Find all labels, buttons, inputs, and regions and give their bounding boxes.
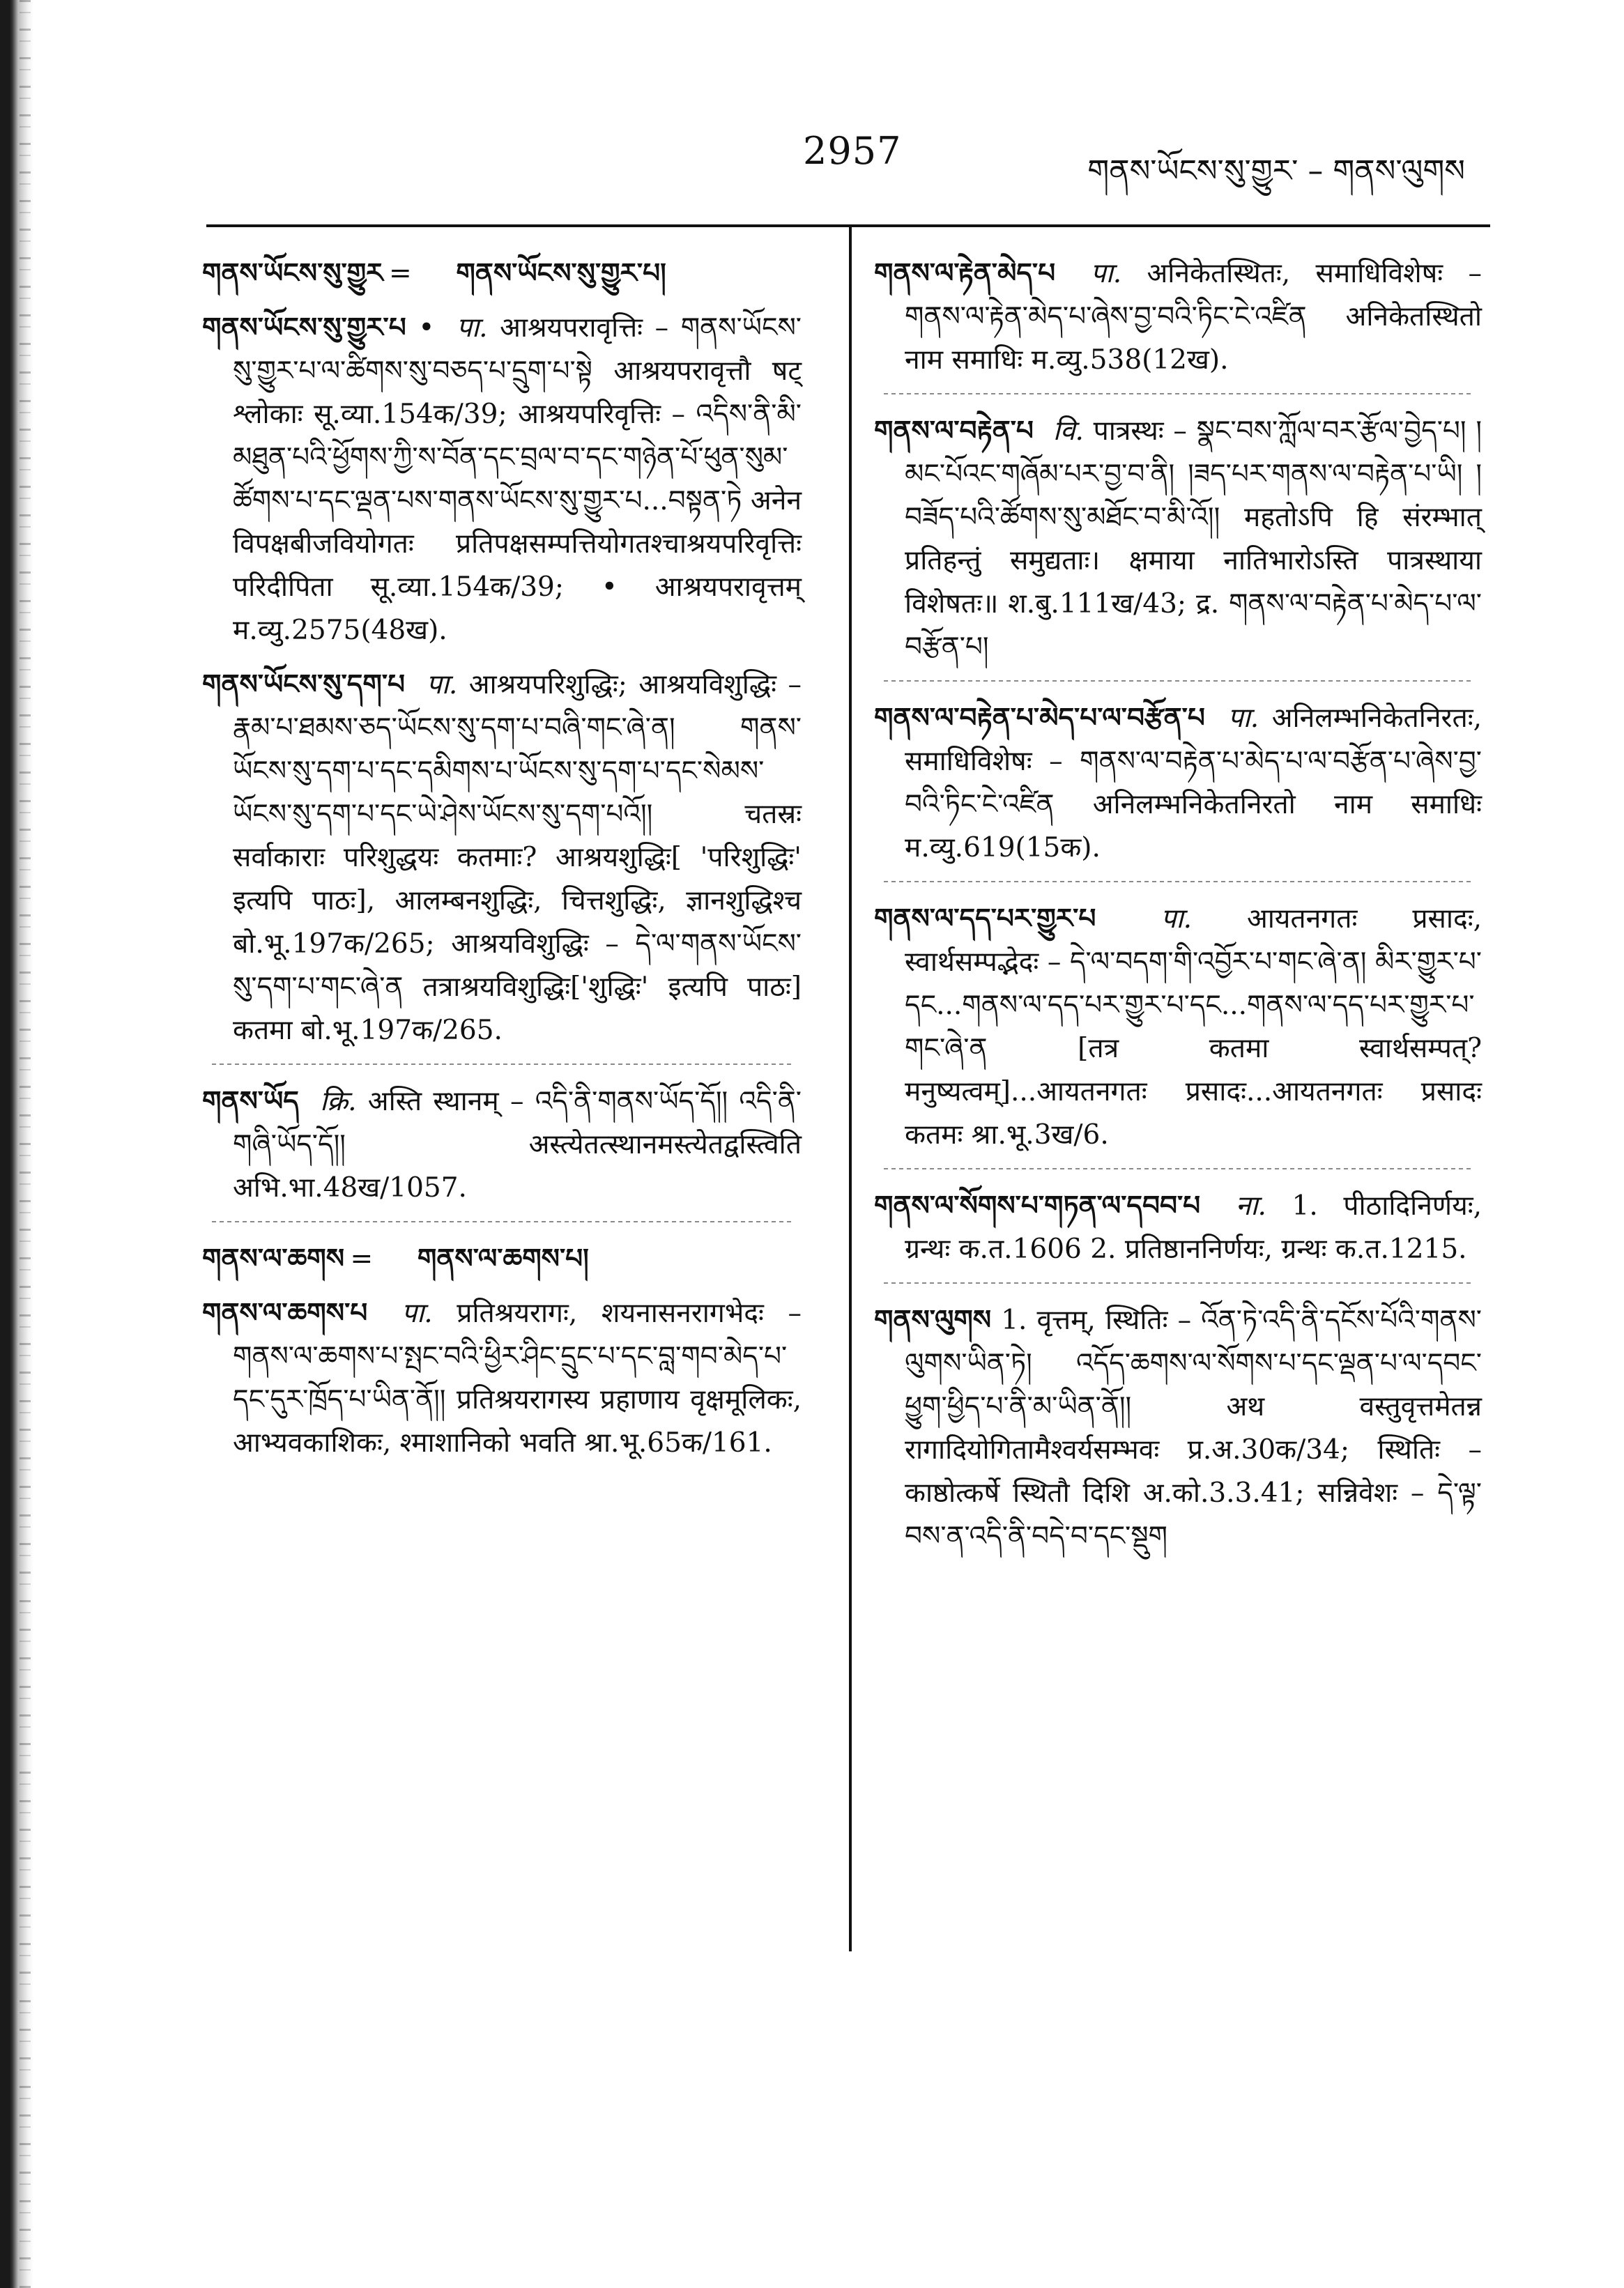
dictionary-entry <box>874 697 1482 870</box>
grammar-label: पा. <box>456 312 488 344</box>
grammar-label: पा. <box>401 1298 433 1329</box>
dictionary-entry <box>202 663 802 1052</box>
dictionary-entry <box>202 1292 802 1465</box>
page-number: 2957 <box>803 129 902 173</box>
dictionary-entry <box>874 252 1482 382</box>
scan-binding-edge <box>0 0 33 2288</box>
grammar-label: पा. <box>426 669 458 700</box>
entry-body: आश्रयपरिशुद्धिः; आश्रयविशुद्धिः – རྣམ་པ་ཐམས་ཅད་ཡོངས་སུ་དག་པ་བཞི་གང་ཞེ་ན། གནས་ཡོངས་སུ་དག་པ་དང་དམིགས་པ་ཡོངས་སུ་དག་པ་དང་སེམས་ཡོངས་སུ་དག་པ་དང་ཡེ་ཤེས་ཡོངས་སུ་དག་པའོ།། चतस्रः सर्वाकाराः परिशुद्धयः कतमाः? आश्रयशुद्धिः[ 'परिशुद्धिः' इत्यपि पाठः], आलम्बनशुद्धिः, चित्तशुद्धिः, ज्ञानशुद्धिश्च बो.भू.197क/265; आश्रयविशुद्धिः – དེ་ལ་གནས་ཡོངས་སུ་དག་པ་གང་ཞེ་ན तत्राश्रयविशुद्धिः['शुद्धिः' इत्यपि पाठः] कतमा बो.भू.197क/265. <box>233 669 802 1046</box>
entry-headword: གནས་ལུགས <box>874 1305 992 1336</box>
entry-headword: གནས་ལ་བརྟེན་པ <box>874 415 1034 447</box>
entry-headword: གནས་ལ་དད་པར་གྱུར་པ <box>874 903 1096 935</box>
running-head: གནས་ཡོངས་སུ་གྱུར་ – གནས་ལུགས <box>1087 153 1465 189</box>
grammar-label: वि. <box>1052 415 1084 447</box>
left-column <box>202 252 802 1476</box>
entry-body: पात्रस्थः – སྣང་བས་ཀློལ་བར་རྩོལ་བྱེད་པ། །མང་པོའང་གཞོམ་པར་བྱ་བ་ནི། །ཟད་པར་གནས་ལ་བརྟེན་པ་ཡི། །བཟོད་པའི་ཚོགས་སུ་མཐོང་བ་མི་འོ།། महतोऽपि हि संरम्भात् प्रतिहन्तुं समुद्यताः। क्षमाया नातिभारोऽस्ति पात्रस्थाया विशेषतः॥ श.बु.111ख/43; द्र. གནས་ལ་བརྟེན་པ་མེད་པ་ལ་བརྩོན་པ། <box>905 415 1483 663</box>
entry-headword: གནས་ལ་བརྟེན་པ་མེད་པ་ལ་བརྩོན་པ <box>874 702 1205 734</box>
cross-reference: གནས་ལ་ཆགས་པ། <box>417 1243 589 1275</box>
entry-headword: གནས་ལ་ཆགས་པ <box>202 1298 368 1329</box>
entry-body: अस्ति स्थानम् – འདི་ནི་གནས་ཡོད་དོ།། འདི་ནི་གཞི་ཡོད་དོ།། अस्त्येतत्स्थानमस्त्येतद्वस्त्विति अभि.भा.48ख/1057. <box>233 1086 802 1204</box>
entry-body: अनिकेतस्थितः, समाधिविशेषः – གནས་ལ་རྟེན་མེད་པ་ཞེས་བྱ་བའི་ཏིང་ངེ་འཛིན अनिकेतस्थितो नाम समाधिः म.व्यु.538(12ख). <box>905 258 1482 376</box>
entry-separator <box>884 881 1472 882</box>
header-rule <box>206 224 1490 227</box>
dictionary-entry <box>874 1299 1482 1558</box>
entry-separator <box>884 393 1472 394</box>
cross-reference: གནས་ཡོངས་སུ་གྱུར་པ། <box>456 258 666 289</box>
dictionary-entry <box>874 410 1482 669</box>
entry-headword: གནས་ལ་སོགས་པ་གཏན་ལ་དབབ་པ <box>874 1190 1201 1222</box>
grammar-label: क्रि. <box>320 1086 357 1117</box>
entry-headword: གནས་ལ་ཆགས <box>202 1243 345 1275</box>
dictionary-entry <box>202 307 802 652</box>
dictionary-entry <box>202 1080 802 1210</box>
right-column <box>874 252 1482 1569</box>
entry-separator <box>212 1064 792 1065</box>
entry-separator <box>884 1168 1472 1169</box>
entry-headword: གནས་ཡོངས་སུ་གྱུར་པ <box>202 312 406 344</box>
bullet-marker: • <box>418 312 435 344</box>
entry-body: 1. पीठादिनिर्णयः, ग्रन्थः क.त.1606 2. प्रतिष्ठाननिर्णयः, ग्रन्थः क.त.1215. <box>905 1190 1482 1265</box>
grammar-label: पा. <box>1090 258 1122 289</box>
entry-separator <box>212 1221 792 1222</box>
entry-separator <box>884 680 1472 682</box>
entry-body: आयतनगतः प्रसादः, स्वार्थसम्पद्भेदः – དེ་ལ་བདག་གི་འབྱོར་པ་གང་ཞེ་ན། མིར་གྱུར་པ་དང...གནས་ལ་དད་པར་གྱུར་པ་དང...གནས་ལ་དད་པར་གྱུར་པ་གང་ཞེ་ན [तत्र कतमा स्वार्थसम्पत्? मनुष्यत्वम्]...आयतनगतः प्रसादः...आयतनगतः प्रसादः कतमः श्रा.भू.3ख/6. <box>905 903 1482 1151</box>
entry-headword: གནས་ལ་རྟེན་མེད་པ <box>874 258 1056 289</box>
column-divider <box>849 224 852 1951</box>
grammar-label: ना. <box>1235 1190 1266 1222</box>
grammar-label: पा. <box>1160 903 1192 935</box>
dictionary-entry <box>874 1185 1482 1271</box>
entry-headword: གནས་ཡོད <box>202 1086 299 1117</box>
dictionary-entry: གནས་ལ་ཆགས = གནས་ལ་ཆགས་པ། <box>202 1243 589 1275</box>
entry-body: प्रतिश्रयरागः, शयनासनरागभेदः – གནས་ལ་ཆགས་པ་སྤང་བའི་ཕྱིར་ཤིང་དྲུང་པ་དང་བླ་གབ་མེད་པ་དང་དུར་ཁྲོད་པ་ཡིན་ནོ།། प्रतिश्रयरागस्य प्रहाणाय वृक्षमूलिकः, आभ्यवकाशिकः, श्माशानिको भवति श्रा.भू.65क/161. <box>233 1298 802 1459</box>
dictionary-entry <box>874 898 1482 1157</box>
dictionary-entry: གནས་ཡོངས་སུ་གྱུར = གནས་ཡོངས་སུ་གྱུར་པ། <box>202 258 666 289</box>
entry-body: अनिलम्भनिकेतनिरतः, समाधिविशेषः – གནས་ལ་བརྟེན་པ་མེད་པ་ལ་བརྩོན་པ་ཞེས་བྱ་བའི་ཏིང་ངེ་འཛིན अनिलम्भनिकेतनिरतो नाम समाधिः म.व्यु.619(15क). <box>905 702 1482 863</box>
grammar-label: पा. <box>1227 702 1259 734</box>
entry-headword: གནས་ཡོངས་སུ་དག་པ <box>202 669 406 700</box>
entry-body: 1. वृत्तम्, स्थितिः – འོན་ཏེ་འདི་ནི་དངོས་པོའི་གནས་ལུགས་ཡིན་ཏེ། འདོད་ཆགས་ལ་སོགས་པ་དང་ལྡན་པ་ལ་དབང་ཕྱུག་ཕྱིད་པ་ནི་མ་ཡིན་ནོ།། अथ वस्तुवृत्तमेतन्न रागादियोगितामैश्वर्यसम्भवः प्र.अ.30क/34; स्थितिः – काष्ठोत्कर्षे स्थितौ दिशि अ.को.3.3.41; सन्निवेशः – དེ་ལྟ་བས་ན་འདི་ནི་བདེ་བ་དང་སྡུག <box>905 1305 1482 1552</box>
entry-separator <box>884 1282 1472 1284</box>
entry-headword: གནས་ཡོངས་སུ་གྱུར <box>202 258 383 289</box>
entry-body: आश्रयपरावृत्तिः – གནས་ཡོངས་སུ་གྱུར་པ་ལ་ཚིགས་སུ་བཅད་པ་དྲུག་པ་སྟེ आश्रयपरावृत्तौ षट् श्लोकाः सू.व्या.154क/39; आश्रयपरिवृत्तिः – འདིས་ནི་མི་མཐུན་པའི་ཕྱོགས་ཀྱི་ས་བོན་དང་བྲལ་བ་དང་གཉེན་པོ་ཕུན་སུམ་ཚོགས་པ་དང་ལྡན་པས་གནས་ཡོངས་སུ་གྱུར་པ...བསྟན་ཏེ अनेन विपक्षबीजवियोगतः प्रतिपक्षसम्पत्तियोगतश्चाश्रयपरिवृत्तिः परिदीपिता सू.व्या.154क/39; • आश्रयपरावृत्तम् म.व्यु.2575(48ख). <box>233 312 802 646</box>
